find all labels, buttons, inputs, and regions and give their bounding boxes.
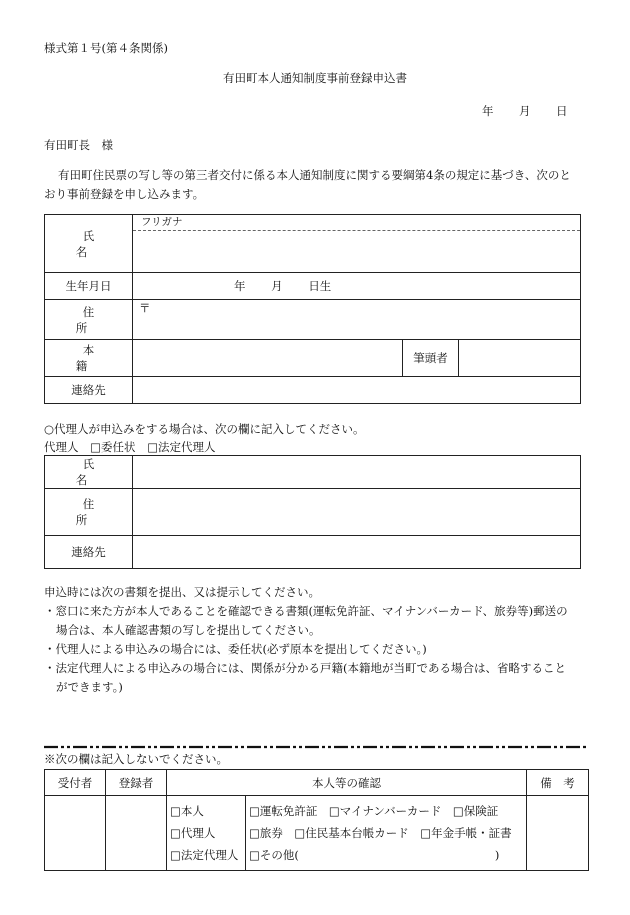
- postal-mark: 〒: [139, 301, 151, 315]
- agent-address-field[interactable]: [133, 489, 581, 536]
- note-bullet-3a: ・法定代理人による申込みの場合には、関係が分かる戸籍(本籍地が当町である場合は、省略すること: [44, 661, 566, 675]
- agent-type-ininjo-checkbox[interactable]: □委任状: [90, 440, 136, 454]
- date-year: 年: [482, 104, 494, 118]
- remarks-cell[interactable]: [527, 796, 589, 871]
- birth-year: 年: [234, 279, 246, 293]
- birth-day: 日生: [308, 279, 332, 293]
- person-legal-agent-checkbox[interactable]: □法定代理人: [170, 848, 239, 862]
- birth-field[interactable]: [133, 273, 581, 300]
- agent-address-label: 住 所: [45, 489, 133, 536]
- note-bullet-2: ・代理人による申込みの場合には、委任状(必ず原本を提出してください。): [44, 642, 427, 656]
- agent-type-legal-checkbox[interactable]: □法定代理人: [147, 440, 216, 454]
- other-doc-close: ): [494, 848, 500, 862]
- form-number: 様式第１号(第４条関係): [44, 41, 168, 55]
- name-field[interactable]: [133, 215, 581, 273]
- name-label: 氏 名: [45, 215, 133, 273]
- id-docs-row-3[interactable]: [249, 844, 526, 866]
- agent-contact-field[interactable]: [133, 536, 581, 569]
- other-doc-open: □その他(: [249, 848, 299, 862]
- applicant-table: [44, 214, 581, 404]
- form-title: 有田町本人通知制度事前登録申込書: [223, 71, 407, 85]
- address-label: 住 所: [45, 300, 133, 340]
- contact-label: 連絡先: [45, 377, 133, 404]
- honseki-field[interactable]: [133, 340, 403, 377]
- id-docs-cell: [246, 796, 527, 871]
- note-bullet-3b: ができます。): [56, 680, 123, 694]
- birth-month: 月: [271, 279, 283, 293]
- note-bullet-1b: 場合は、本人確認書類の写しを提出してください。: [56, 623, 321, 637]
- person-agent-checkbox[interactable]: □代理人: [170, 826, 216, 840]
- date-day: 日: [556, 104, 568, 118]
- confirm-header: 本人等の確認: [167, 770, 527, 796]
- addressee: 有田町長 様: [44, 138, 113, 152]
- address-field[interactable]: [133, 300, 581, 340]
- note-bullet-1a: ・窓口に来た方が本人であることを確認できる書類(運転免許証、マイナンバーカード、旅券等)郵送の: [44, 604, 568, 618]
- furigana-label: フリガナ: [133, 215, 580, 231]
- receiver-header: 受付者: [45, 770, 106, 796]
- agent-contact-label: 連絡先: [45, 536, 133, 569]
- hittousha-field[interactable]: [459, 340, 581, 377]
- registrar-cell[interactable]: [106, 796, 167, 871]
- agent-name-label: 氏 名: [45, 456, 133, 489]
- person-self-checkbox[interactable]: □本人: [170, 804, 204, 818]
- id-docs-row-2[interactable]: □旅券 □住民基本台帳カード □年金手帳・証書: [249, 826, 512, 840]
- agent-type-label: 代理人: [44, 440, 79, 454]
- office-table: [44, 769, 589, 871]
- id-docs-row-1[interactable]: □運転免許証 □マイナンバーカード □保険証: [249, 804, 499, 818]
- agent-type: [44, 439, 216, 455]
- agent-name-field[interactable]: [133, 456, 581, 489]
- agent-note: ○代理人が申込みをする場合は、次の欄に記入してください。: [44, 422, 365, 436]
- remarks-header: 備 考: [527, 770, 589, 796]
- birth-label: 生年月日: [45, 273, 133, 300]
- office-note: ※次の欄は記入しないでください。: [44, 752, 228, 766]
- cut-line: [44, 745, 588, 749]
- receiver-cell[interactable]: [45, 796, 106, 871]
- intro-text-1: 有田町住民票の写し等の第三者交付に係る本人通知制度に関する要綱第4条の規定に基づき、次のと: [58, 168, 571, 182]
- notes-heading: 申込時には次の書類を提出、又は提示してください。: [44, 585, 320, 599]
- intro-text-2: おり事前登録を申し込みます。: [44, 187, 205, 201]
- person-type-cell: [167, 796, 246, 871]
- contact-field[interactable]: [133, 377, 581, 404]
- hittousha-label: 筆頭者: [403, 340, 459, 377]
- honseki-label: 本 籍: [45, 340, 133, 377]
- registrar-header: 登録者: [106, 770, 167, 796]
- date-month: 月: [519, 104, 531, 118]
- agent-table: [44, 455, 581, 569]
